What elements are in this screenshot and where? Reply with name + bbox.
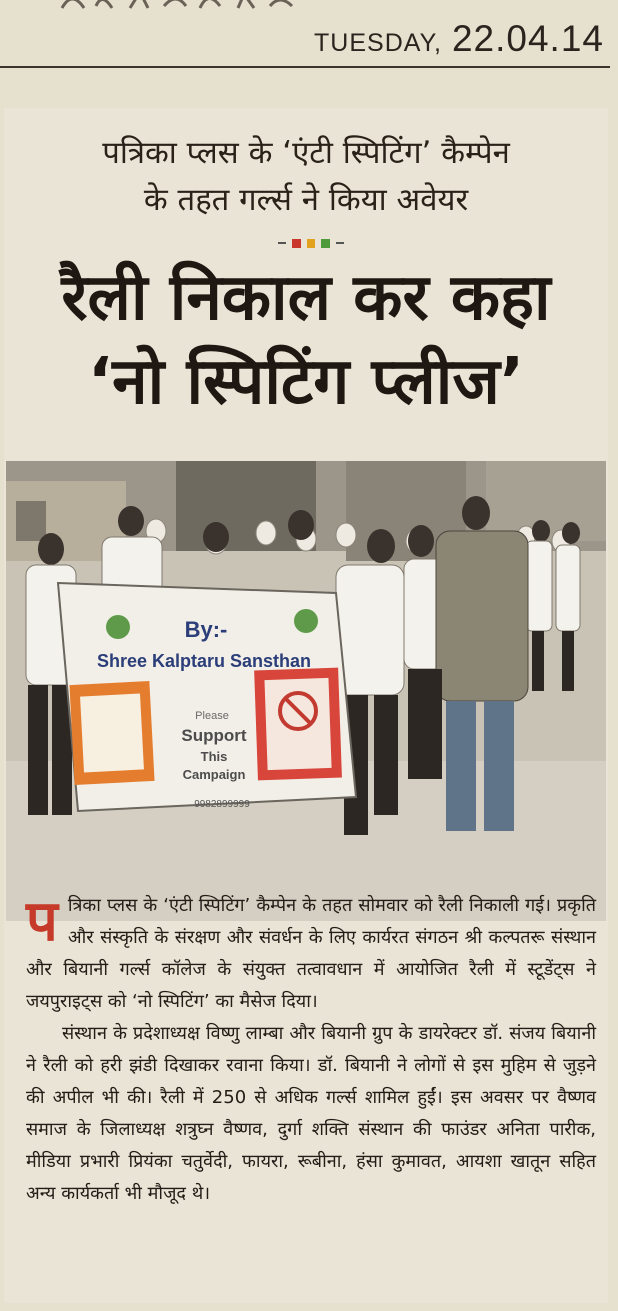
divider-dash [336, 242, 344, 244]
banner-please: Please [195, 710, 229, 722]
drop-cap: प [26, 889, 58, 954]
paragraph-2: संस्थान के प्रदेशाध्यक्ष विष्णु लाम्बा और बियानी ग्रुप के डायरेक्टर डॉ. संजय बियानी ने रैली को हरी झंडी दिखाकर रवाना किया। डॉ. बियानी ने लोगों से इस मुहिम से जुड़ने की अपील भी की। रैली में 250 से अधिक गर्ल्स शामिल हुईं। इस अवसर पर वैष्णव समाज के जिलाध्यक्ष शत्रुघ्न वैष्णव, दुर्गा शक्ति संस्थान की फाउंडर अनिता पारीक, मीडिया प्रभारी प्रियंका चतुर्वेदी, फायरा, रूबीना, हंसा कुमावत, आयशा खातून सहित अन्य कार्यकर्ता भी मौजूद थे। [26, 1023, 596, 1204]
banner-by: By:- [184, 617, 228, 642]
kicker-line-2: के तहत गर्ल्स ने किया अवेयर [143, 182, 469, 218]
article [4, 108, 608, 1303]
masthead-cropped-logo [60, 0, 300, 16]
headline-line-2: ‘नो स्पिटिंग प्लीज’ [87, 345, 525, 419]
kicker-line-1: पत्रिका प्लस के ‘एंटी स्पिटिंग’ कैम्पेन [102, 135, 510, 171]
banner-campaign: Campaign [182, 767, 246, 782]
divider-dash [278, 242, 286, 244]
paragraph-1 [26, 890, 596, 1018]
paragraph-1-text: त्रिका प्लस के ‘एंटी स्पिटिंग’ कैम्पेन के तहत सोमवार को रैली निकाली गई। प्रकृति और संस्कृति के संरक्षण और संवर्धन के लिए कार्यरत संगठन श्री कल्पतरू संस्थान और बियानी गर्ल्स कॉलेज के संयुक्त तत्वावधान में आयोजित रैली में स्टूडेंट्स ने जयपुराइट्स को ‘नो स्पिटिंग’ का मैसेज दिया। [26, 895, 596, 1012]
dateline-day: TUESDAY, [314, 29, 442, 57]
kicker [4, 130, 608, 224]
headline-line-1: रैली निकाल कर कहा [61, 261, 551, 335]
banner-phone: 9982899999 [194, 799, 250, 810]
article-body [26, 890, 596, 1210]
header-rule [0, 66, 610, 68]
rally-photo [6, 461, 606, 921]
headline [4, 256, 608, 424]
divider-red-square [292, 239, 301, 248]
dateline-date: 22.04.14 [451, 18, 604, 59]
rally-photo-illustration [6, 461, 606, 921]
banner-this: This [200, 749, 228, 764]
dateline [314, 18, 604, 60]
divider-green-square [321, 239, 330, 248]
divider-yellow-square [307, 239, 316, 248]
banner-org: Shree Kalptaru Sansthan [96, 651, 312, 671]
masthead-fragment-icon [60, 0, 300, 16]
banner-support: Support [181, 726, 247, 745]
kicker-divider [278, 238, 344, 248]
